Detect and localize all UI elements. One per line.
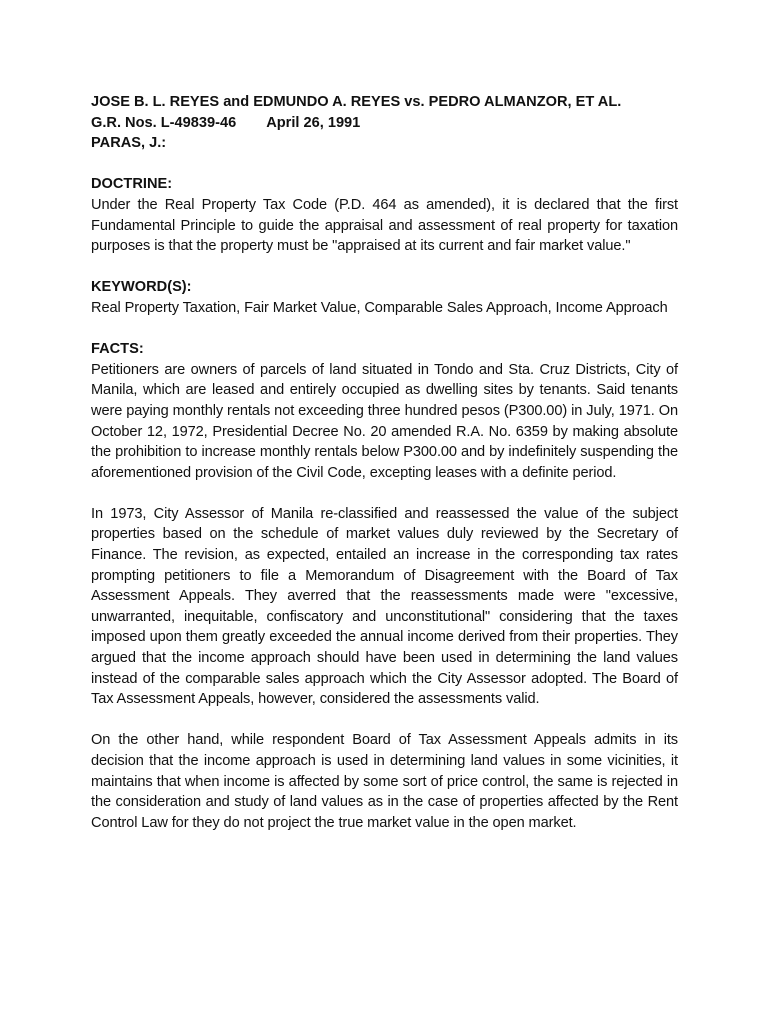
decision-date: April 26, 1991 (266, 114, 361, 131)
keywords-text: Real Property Taxation, Fair Market Value, Comparable Sales Approach, Income Approach (91, 299, 668, 316)
doctrine-text: Under the Real Property Tax Code (P.D. 464 as amended), it is declared that the first Fundamental Principle to guide the appraisal and assessment of real property for taxation purposes is that the property must be "appraised at its current and fair market value." (91, 196, 678, 255)
document-page (91, 92, 678, 833)
ponente: PARAS, J.: (91, 135, 167, 152)
case-reference (91, 113, 678, 134)
case-title: JOSE B. L. REYES and EDMUNDO A. REYES vs. PEDRO ALMANZOR, ET AL. (91, 94, 622, 110)
facts-paragraph: Petitioners are owners of parcels of land situated in Tondo and Sta. Cruz Districts, City of Manila, which are leased and entirely occupied as dwelling sites by tenants. Said tenants were paying monthly rentals not exceeding three hundred pesos (P300.00) in July, 1971. On October 12, 1972, Presidential Decree No. 20 amended R.A. No. 6359 by making absolute the prohibition to increase monthly rentals below P300.00 and by indefinitely suspending the aforementioned provision of the Civil Code, excepting leases with a definite period. (91, 361, 678, 481)
facts-paragraph: On the other hand, while respondent Board of Tax Assessment Appeals admits in its decision that the income approach is used in determining land values in some vicinities, it maintains that when income is affected by some sort of price control, the same is rejected in the consideration and study of land values as in the case of properties affected by the Rent Control Law for they do not project the true market value in the open market. (91, 732, 678, 831)
keywords-heading: KEYWORD(S): (91, 279, 192, 296)
facts-heading: FACTS: (91, 341, 144, 358)
doctrine-heading: DOCTRINE: (91, 176, 173, 193)
facts-paragraph: In 1973, City Assessor of Manila re-classified and reassessed the value of the subject properties based on the schedule of market values duly reviewed by the Secretary of Finance. The revision, as expected, entailed an increase in the corresponding tax rates prompting petitioners to file a Memorandum of Disagreement with the Board of Tax Assessment Appeals. They averred that the reassessments made were "excessive, unwarranted, inequitable, confiscatory and unconstitutional" considering that the taxes imposed upon them greatly exceeded the annual income derived from their properties. They argued that the income approach should have been used in determining the land values instead of the comparable sales approach which the City Assessor adopted. The Board of Tax Assessment Appeals, however, considered the assessments valid. (91, 505, 678, 708)
gr-number: G.R. Nos. L-49839-46 (91, 114, 237, 131)
